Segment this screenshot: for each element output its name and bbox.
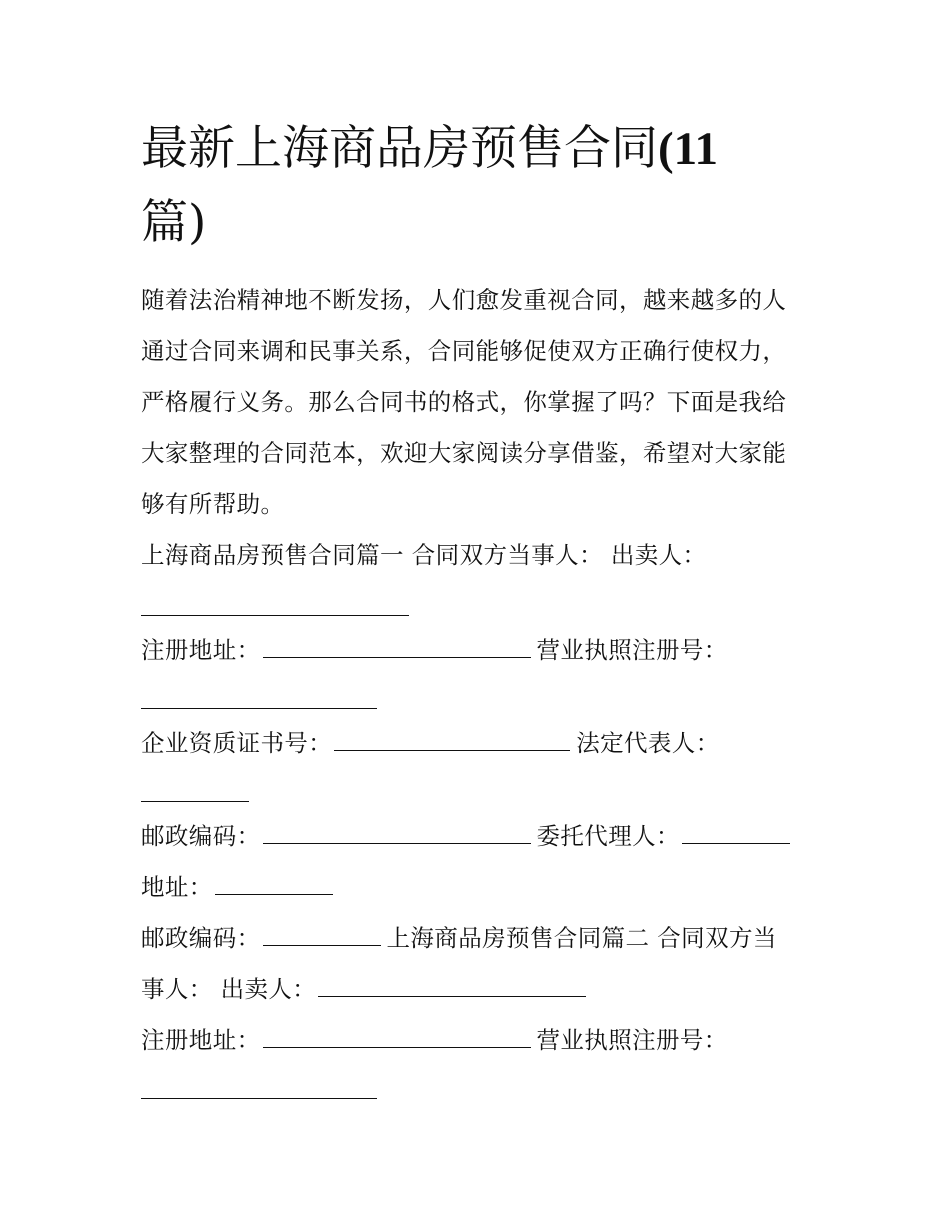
license-no-label: 营业执照注册号： <box>536 636 728 664</box>
reg-address-2-row <box>141 1013 821 1064</box>
intro-line: 严格履行义务。那么合同书的格式，你掌握了吗？下面是我给 <box>141 388 787 416</box>
postal-code-blank <box>263 809 531 844</box>
postal-code-2-blank <box>263 911 381 946</box>
document-title <box>141 112 821 260</box>
postal-agent-row <box>141 809 821 860</box>
license-blank-line <box>141 674 821 716</box>
section-2-heading-cont: 事人： 出卖人： <box>141 975 317 1003</box>
section-1-heading: 上海商品房预售合同篇一 合同双方当事人： 出卖人： <box>141 541 707 569</box>
intro-line: 随着法治精神地不断发扬，人们愈发重视合同，越来越多的人 <box>141 286 787 314</box>
reg-address-blank <box>263 623 531 658</box>
seller-blank <box>141 581 409 616</box>
license-no-2-label: 营业执照注册号： <box>536 1026 728 1054</box>
reg-address-label: 注册地址： <box>141 636 261 664</box>
reg-address-row <box>141 623 821 674</box>
address-label: 地址： <box>141 873 213 901</box>
agent-blank <box>682 809 790 844</box>
intro-line: 通过合同来调和民事关系，合同能够促使双方正确行使权力， <box>141 337 787 365</box>
license-no-blank <box>141 674 377 709</box>
section-2-heading: 上海商品房预售合同篇二 合同双方当 <box>386 924 777 952</box>
agent-label: 委托代理人： <box>536 822 680 850</box>
legal-rep-blank <box>141 767 249 802</box>
license-2-blank-line <box>141 1064 821 1106</box>
intro-line: 大家整理的合同范本，欢迎大家阅读分享借鉴，希望对大家能 <box>141 439 787 467</box>
qualification-row <box>141 716 821 767</box>
reg-address-2-label: 注册地址： <box>141 1026 261 1054</box>
reg-address-2-blank <box>263 1013 531 1048</box>
address-row <box>141 860 821 911</box>
document-body <box>141 275 821 1106</box>
title-number: (11 <box>658 123 719 175</box>
seller-2-row <box>141 962 821 1013</box>
postal-code-2-label: 邮政编码： <box>141 924 261 952</box>
postal-section2-row <box>141 911 821 962</box>
title-main: 最新上海商品房预售合同 <box>141 121 658 176</box>
postal-code-label: 邮政编码： <box>141 822 261 850</box>
intro-line: 够有所帮助。 <box>141 490 285 518</box>
title-tail: 篇) <box>141 195 207 250</box>
legal-rep-label: 法定代表人： <box>576 729 720 757</box>
qualification-blank <box>334 716 570 751</box>
seller-2-blank <box>318 962 586 997</box>
legal-rep-blank-line <box>141 767 821 809</box>
address-blank <box>215 860 333 895</box>
license-no-2-blank <box>141 1064 377 1099</box>
seller-blank-line <box>141 581 821 623</box>
qualification-label: 企业资质证书号： <box>141 729 333 757</box>
